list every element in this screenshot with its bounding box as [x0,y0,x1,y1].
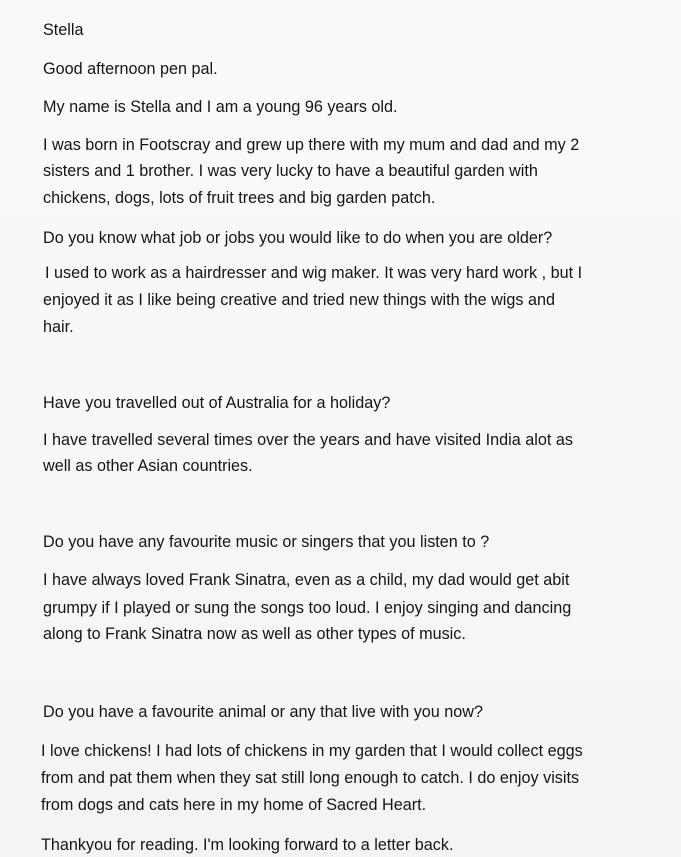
background-line: I was born in Footscray and grew up there with my mum and dad and my 2 [43,136,580,154]
answer-job-line: I used to work as a hairdresser and wig maker. It was very hard work , but I [45,264,583,282]
answer-music-line: grumpy if I played or sung the songs too loud. I enjoy singing and dancing [43,599,572,617]
letter-closing: Thankyou for reading. I'm looking forward to a letter back. [41,836,454,854]
question-job: Do you know what job or jobs you would like to do when you are older? [43,229,553,247]
question-animal: Do you have a favourite animal or any that live with you now? [43,703,484,721]
answer-animal-line: from dogs and cats here in my home of Sacred Heart. [41,796,427,814]
answer-job-line: hair. [43,318,74,336]
background-line: chickens, dogs, lots of fruit trees and big garden patch. [43,189,436,207]
answer-travel-line: well as other Asian countries. [43,457,253,475]
answer-music-line: I have always loved Frank Sinatra, even as a child, my dad would get abit [43,571,570,589]
background-line: sisters and 1 brother. I was very lucky to have a beautiful garden with [43,162,538,180]
answer-music-line: along to Frank Sinatra now as well as other types of music. [43,625,466,643]
letter-intro: My name is Stella and I am a young 96 years old. [43,98,398,116]
answer-travel-line: I have travelled several times over the years and have visited India alot as [43,431,573,449]
answer-job-line: enjoyed it as I like being creative and tried new things with the wigs and [43,291,556,309]
answer-animal-line: I love chickens! I had lots of chickens in my garden that I would collect eggs [41,742,583,760]
question-travel: Have you travelled out of Australia for a holiday? [43,394,391,412]
letter-greeting: Good afternoon pen pal. [43,60,218,78]
answer-animal-line: from and pat them when they sat still long enough to catch. I do enjoy visits [41,769,580,787]
letter-name: Stella [43,21,84,39]
question-music: Do you have any favourite music or singers that you listen to ? [43,533,490,551]
